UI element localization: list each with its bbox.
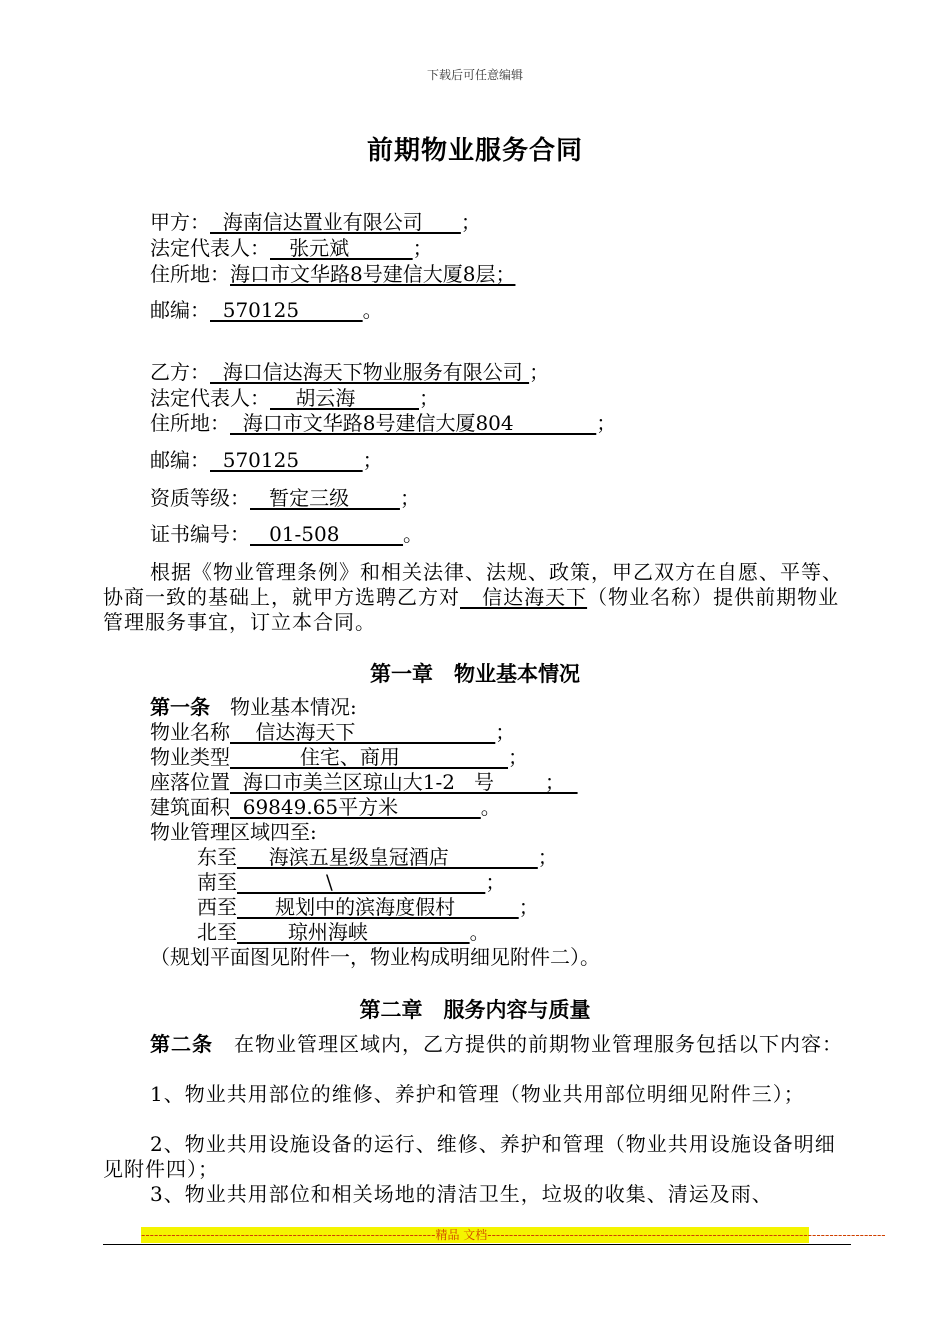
boundary-row — [197, 870, 505, 894]
party-b-address-value: 海口市文华路8号建信大厦804 — [230, 411, 597, 435]
chapter2-title: 第二章 服务内容与质量 — [359, 998, 591, 1022]
party-b-name-value: 海口信达海天下物业服务有限公司 — [210, 360, 530, 384]
property-row-label: 座落位置 — [150, 770, 230, 794]
party-b-rep-line — [150, 386, 439, 410]
preamble-property: 信达海天下 — [460, 585, 588, 609]
party-a-postcode-line — [150, 298, 383, 322]
boundary-row — [197, 920, 490, 944]
preamble-paragraph — [103, 560, 853, 635]
party-b-address-line — [150, 411, 616, 435]
chapter1-title: 第一章 物业基本情况 — [370, 662, 580, 686]
article1-label: 第一条 — [150, 695, 210, 719]
property-row-label: 物业类型 — [150, 745, 230, 769]
party-b-name-label: 乙方： — [150, 360, 210, 384]
property-row-label: 建筑面积 — [150, 795, 230, 819]
boundary-value: 海滨五星级皇冠酒店 — [237, 845, 538, 869]
party-a-name-end: ； — [460, 210, 481, 234]
page-header-note: 下载后可任意编辑 — [426, 68, 523, 82]
property-row-value: 信达海天下 — [230, 720, 496, 744]
party-a-address-line — [150, 262, 515, 286]
party-a-name-line — [150, 210, 481, 234]
service-item: 1、物业共用部位的维修、养护和管理（物业共用部位明细见附件三）； — [150, 1082, 805, 1106]
party-a-rep-label: 法定代表人： — [150, 236, 270, 260]
preamble-text-after: （物业名称）提供前期物业管理服务事宜，订立本合同。 — [103, 585, 840, 634]
property-row-end: ； — [508, 745, 529, 769]
article2-paragraph — [103, 1032, 853, 1057]
party-a-postcode-value: 570125 — [210, 298, 363, 322]
boundary-end: 。 — [469, 920, 490, 944]
party-b-postcode-value: 570125 — [210, 448, 363, 472]
boundary-value: 琼州海峡 — [237, 920, 470, 944]
property-row-label: 物业名称 — [150, 720, 230, 744]
party-b-postcode-end: ； — [362, 448, 383, 472]
party-a-name-label: 甲方： — [150, 210, 210, 234]
party-b-certificate-end: 。 — [403, 522, 424, 546]
property-row — [150, 795, 501, 819]
boundary-label: 南至 — [197, 870, 237, 894]
boundary-value: 规划中的滨海度假村 — [237, 895, 519, 919]
party-a-rep-value: 张元斌 — [270, 236, 413, 260]
boundary-end: ； — [485, 870, 506, 894]
boundary-heading: 物业管理区域四至: — [150, 820, 317, 844]
boundary-label: 北至 — [197, 920, 237, 944]
property-row-value: 住宅、商用 — [230, 745, 509, 769]
party-b-qualification-label: 资质等级： — [150, 486, 250, 510]
property-row-end: 。 — [480, 795, 501, 819]
party-b-qualification-end: ； — [399, 486, 420, 510]
party-b-name-line — [150, 360, 549, 384]
party-b-rep-value: 胡云海 — [270, 386, 420, 410]
party-b-postcode-line — [150, 448, 383, 472]
party-b-name-end: ； — [529, 360, 550, 384]
property-row-value: 海口市美兰区琼山大1-2 号 ； — [230, 770, 578, 794]
party-b-certificate-line — [150, 522, 423, 546]
party-a-address-value: 海口市文华路8号建信大厦8层； — [230, 262, 516, 286]
service-item: 2、物业共用设施设备的运行、维修、养护和管理（物业共用设施设备明细见附件四）； — [103, 1132, 836, 1181]
property-row — [150, 720, 515, 744]
document-title: 前期物业服务合同 — [366, 136, 583, 166]
party-b-certificate-value: 01-508 — [250, 522, 404, 546]
article2-text: 在物业管理区域内，乙方提供的前期物业管理服务包括以下内容： — [213, 1032, 843, 1056]
boundary-end: ； — [518, 895, 539, 919]
boundary-row — [197, 895, 539, 919]
party-b-rep-end: ； — [419, 386, 440, 410]
annex-note: （规划平面图见附件一，物业构成明细见附件二）。 — [150, 945, 600, 969]
party-a-rep-end: ； — [412, 236, 433, 260]
footer-divider — [103, 1244, 851, 1245]
boundary-label: 西至 — [197, 895, 237, 919]
party-a-postcode-end: 。 — [362, 298, 383, 322]
article1-heading — [150, 695, 357, 719]
party-b-address-end: ； — [596, 411, 617, 435]
property-row — [150, 745, 528, 769]
boundary-value: \ — [237, 870, 486, 894]
party-a-name-value: 海南信达置业有限公司 — [210, 210, 461, 234]
party-b-address-label: 住所地： — [150, 411, 230, 435]
property-row — [150, 770, 578, 794]
boundary-end: ； — [537, 845, 558, 869]
party-b-qualification-value: 暂定三级 — [250, 486, 400, 510]
footer-watermark-band: --------------------------------------------------------------------精品 文档-------------------------------------------------------------------------------------------- — [141, 1228, 886, 1242]
boundary-row — [197, 845, 558, 869]
boundary-label: 东至 — [197, 845, 237, 869]
service-item: 3、物业共用部位和相关场地的清洁卫生，垃圾的收集、清运及雨、 — [150, 1182, 773, 1206]
party-b-postcode-label: 邮编： — [150, 448, 210, 472]
article1-text: 物业基本情况: — [210, 695, 357, 719]
preamble-text-before: 根据《物业管理条例》和相关法律、法规、政策，甲乙双方在自愿、平等、协商一致的基础上，就甲方选聘乙方对 — [103, 560, 843, 609]
party-b-qualification-line — [150, 486, 420, 510]
property-row-end: ； — [495, 720, 516, 744]
property-row-value: 69849.65平方米 — [230, 795, 481, 819]
article2-label: 第二条 — [150, 1032, 213, 1056]
party-a-rep-line — [150, 236, 433, 260]
party-a-postcode-label: 邮编： — [150, 298, 210, 322]
party-a-address-label: 住所地： — [150, 262, 230, 286]
party-b-rep-label: 法定代表人： — [150, 386, 270, 410]
party-b-certificate-label: 证书编号： — [150, 522, 250, 546]
